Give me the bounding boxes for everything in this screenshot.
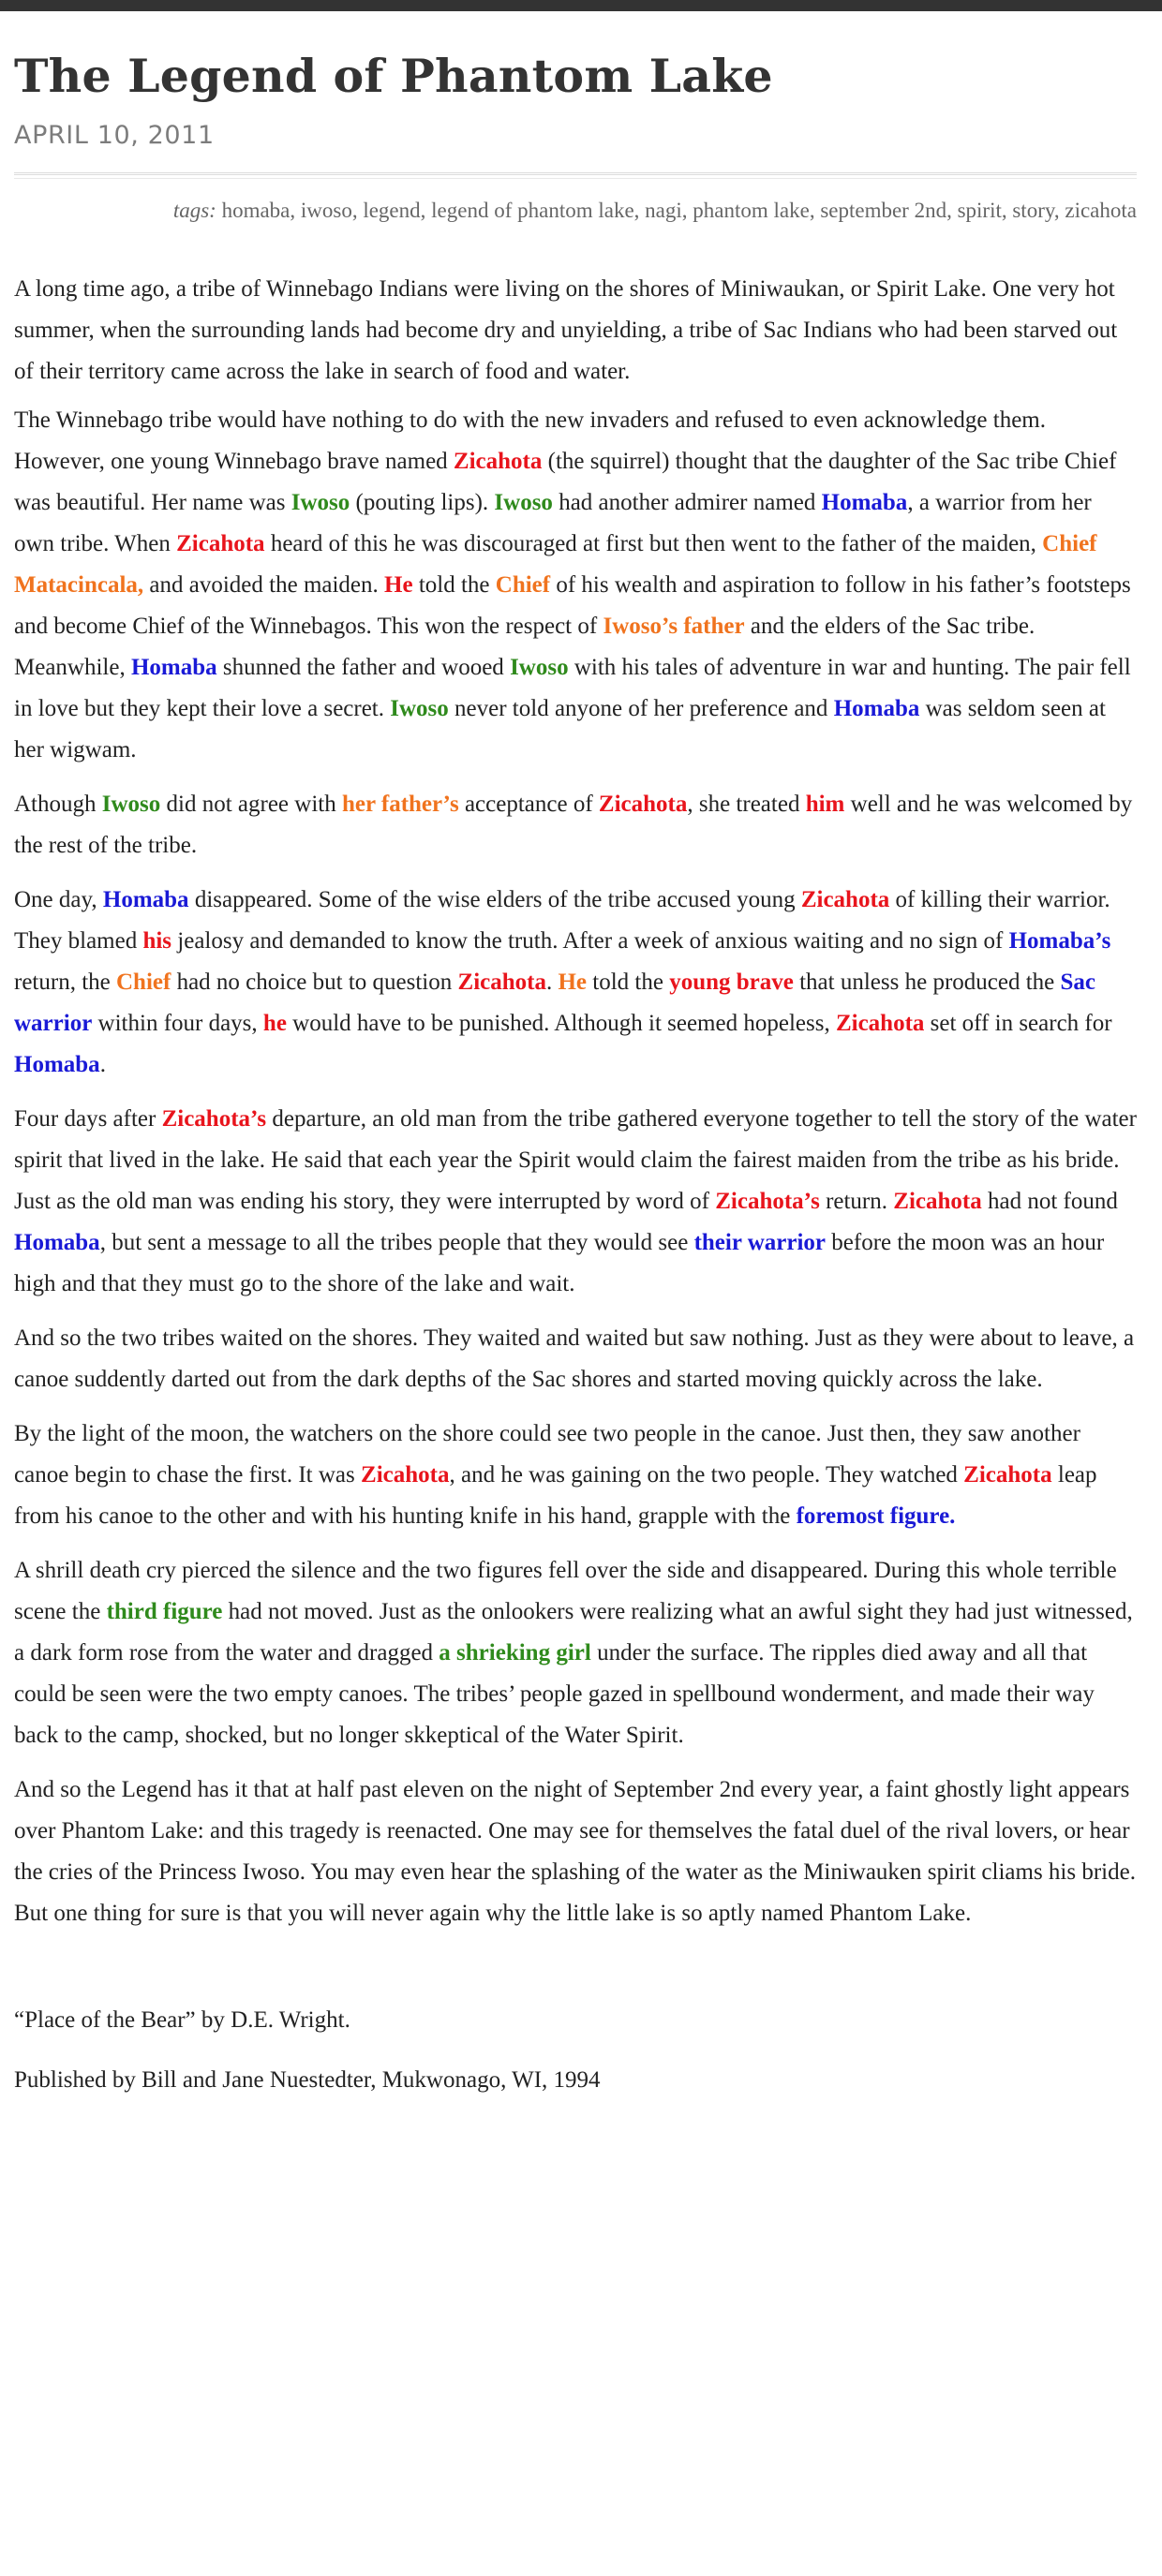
story-text: departure, an old man from the tribe gathered everyone together to tell the story of the water spirit that lived in the lake. He said that each year the Spirit would claim the fairest maiden from the tribe as his bride. Just as the old man was ending his story, they were interrupted by word of bbox=[14, 1105, 1137, 1214]
story-text: never told anyone of her preference and bbox=[448, 695, 834, 721]
post-body bbox=[14, 269, 1137, 1934]
story-text: acceptance of bbox=[458, 791, 599, 817]
story-text: did not agree with bbox=[160, 791, 342, 817]
story-text: disappeared. Some of the wise elders of the tribe accused young bbox=[188, 886, 801, 912]
story-text: well and he was welcomed by the rest of the tribe. bbox=[14, 791, 1133, 858]
header-divider bbox=[14, 172, 1137, 179]
story-text: , but sent a message to all the tribes people that they would see bbox=[99, 1229, 694, 1255]
tags-label: tags: bbox=[172, 198, 216, 222]
highlighted-name: He bbox=[384, 571, 413, 598]
story-text: under the surface. The ripples died away and all that could be seen were the two empty canoes. The tribes’ people gazed in spellbound wonderment, and made their way back to the camp, shocked, but no longer skkeptical of the Water Spirit. bbox=[14, 1639, 1095, 1748]
highlighted-name: him bbox=[805, 791, 845, 817]
tag-list bbox=[14, 190, 1137, 231]
highlighted-name: foremost figure. bbox=[796, 1503, 956, 1529]
highlighted-name: Iwoso bbox=[494, 489, 553, 515]
highlighted-name: he bbox=[262, 1010, 287, 1036]
publisher-line: Published by Bill and Jane Nuestedter, Mukwonago, WI, 1994 bbox=[14, 2066, 601, 2093]
story-text: set off in search for bbox=[924, 1010, 1112, 1036]
story-text: told the bbox=[412, 571, 496, 598]
story-text: A shrill death cry pierced the silence and the two figures fell over the side and disappeared. During this whole terrible scene the bbox=[14, 1557, 1117, 1624]
highlighted-name: a shrieking girl bbox=[439, 1639, 591, 1666]
story-text: return, the bbox=[14, 969, 116, 995]
story-text: that unless he produced the bbox=[793, 969, 1061, 995]
highlighted-name: young brave bbox=[669, 969, 794, 995]
post-container bbox=[0, 49, 1162, 2101]
tag-link[interactable]: homaba bbox=[221, 198, 290, 222]
tag-link[interactable]: spirit bbox=[957, 198, 1002, 222]
highlighted-name: Iwoso’s father bbox=[603, 613, 745, 639]
highlighted-name: Homaba bbox=[14, 1229, 100, 1255]
story-text: And so the two tribes waited on the shores. They waited and waited but saw nothing. Just as they were about to leave, a canoe suddently darted out from the dark depths of the Sac shores and started moving quickly across the lake. bbox=[14, 1325, 1135, 1392]
story-text: By the light of the moon, the watchers on the shore could see two people in the canoe. Just then, they saw another canoe begin to chase the first. It was bbox=[14, 1420, 1080, 1488]
source-line: “Place of the Bear” by D.E. Wright. bbox=[14, 2006, 350, 2033]
story-text: And so the Legend has it that at half past eleven on the night of September 2nd every year, a faint ghostly light appears over Phantom Lake: and this tragedy is reenacted. One may see for themselves the fatal duel of the rival lovers, or hear the cries of the Princess Iwoso. You may even hear the splashing of the water as the Miniwauken spirit cliams his bride. But one thing for sure is that you will never again why the little lake is so aptly named Phantom Lake. bbox=[14, 1776, 1136, 1926]
story-text: would have to be punished. Although it seemed hopeless, bbox=[286, 1010, 836, 1036]
top-border-bar bbox=[0, 0, 1162, 11]
source-citation bbox=[14, 2000, 1137, 2101]
highlighted-name: Chief bbox=[115, 969, 171, 995]
highlighted-name: Iwoso bbox=[290, 489, 350, 515]
highlighted-name: Iwoso bbox=[101, 791, 161, 817]
story-text: shunned the father and wooed bbox=[216, 654, 511, 680]
story-text: told the bbox=[587, 969, 670, 995]
story-text: Athough bbox=[14, 791, 102, 817]
highlighted-name: Zicahota’s bbox=[161, 1105, 267, 1132]
story-paragraph-6 bbox=[14, 1318, 1137, 1400]
highlighted-name: Iwoso bbox=[390, 695, 449, 721]
highlighted-name: her father’s bbox=[341, 791, 459, 817]
story-text: within four days, bbox=[92, 1010, 263, 1036]
story-paragraph-1 bbox=[14, 269, 1137, 392]
story-text: had another admirer named bbox=[552, 489, 822, 515]
tag-link[interactable]: legend bbox=[363, 198, 421, 222]
tag-link[interactable]: zicahota bbox=[1065, 198, 1137, 222]
highlighted-name: Zicahota bbox=[835, 1010, 925, 1036]
highlighted-name: He bbox=[558, 969, 588, 995]
story-paragraph-4 bbox=[14, 880, 1137, 1086]
highlighted-name: their warrior bbox=[693, 1229, 827, 1255]
tag-link[interactable]: iwoso bbox=[300, 198, 352, 222]
highlighted-name: Homaba bbox=[833, 695, 920, 721]
story-text: The Winnebago tribe would have nothing to do with the new invaders and refused to even acknowledge them. However, one young Winnebago brave named bbox=[14, 407, 1047, 474]
post-title: The Legend of Phantom Lake bbox=[14, 49, 773, 103]
highlighted-name: Sac warrior bbox=[14, 969, 1096, 1036]
story-text: (pouting lips). bbox=[350, 489, 495, 515]
story-paragraph-2 bbox=[14, 400, 1137, 771]
highlighted-name: Homaba bbox=[102, 886, 189, 912]
tag-link[interactable]: september 2nd bbox=[820, 198, 947, 222]
story-text: jealosy and demanded to know the truth. After a week of anxious waiting and no sign of bbox=[171, 927, 1009, 954]
highlighted-name: Zicahota bbox=[176, 530, 265, 556]
story-text: heard of this he was discouraged at first but then went to the father of the maiden, bbox=[264, 530, 1043, 556]
tag-link[interactable]: legend of phantom lake bbox=[431, 198, 634, 222]
highlighted-name: Chief bbox=[495, 571, 551, 598]
highlighted-name: Homaba bbox=[130, 654, 217, 680]
story-text: . bbox=[99, 1051, 106, 1077]
highlighted-name: Homaba bbox=[821, 489, 908, 515]
story-text: before the moon was an hour high and that they must go to the shore of the lake and wait. bbox=[14, 1229, 1105, 1296]
highlighted-name: Chief Matacincala, bbox=[14, 530, 1097, 598]
story-paragraph-5 bbox=[14, 1099, 1137, 1305]
story-text: had not found bbox=[981, 1188, 1118, 1214]
highlighted-name: Zicahota bbox=[800, 886, 890, 912]
story-paragraph-9 bbox=[14, 1769, 1137, 1934]
story-text: had no choice but to question bbox=[171, 969, 458, 995]
story-text: , a warrior from her own tribe. When bbox=[14, 489, 1092, 556]
post-date: APRIL 10, 2011 bbox=[14, 120, 215, 150]
story-text: One day, bbox=[14, 886, 103, 912]
story-text: and the elders of the Sac tribe. Meanwhile, bbox=[14, 613, 1035, 680]
highlighted-name: third figure bbox=[106, 1598, 223, 1624]
highlighted-name: his bbox=[142, 927, 172, 954]
story-text: (the squirrel) thought that the daughter of the Sac tribe Chief was beautiful. Her name was bbox=[14, 448, 1117, 515]
highlighted-name: Homaba bbox=[14, 1051, 100, 1077]
tag-link[interactable]: story bbox=[1012, 198, 1054, 222]
story-text: of killing their warrior. They blamed bbox=[14, 886, 1110, 954]
tag-link[interactable]: phantom lake bbox=[693, 198, 810, 222]
story-text: Four days after bbox=[14, 1105, 162, 1132]
story-text: of his wealth and aspiration to follow in his father’s footsteps and become Chief of the Winnebagos. This won the respect of bbox=[14, 571, 1131, 639]
story-paragraph-3 bbox=[14, 784, 1137, 866]
highlighted-name: Iwoso bbox=[510, 654, 569, 680]
highlighted-name: Homaba’s bbox=[1008, 927, 1111, 954]
tag-link[interactable]: nagi bbox=[645, 198, 682, 222]
story-paragraph-8 bbox=[14, 1550, 1137, 1756]
story-text: , she treated bbox=[687, 791, 806, 817]
highlighted-name: Zicahota bbox=[963, 1461, 1052, 1488]
story-text: , and he was gaining on the two people. They watched bbox=[449, 1461, 964, 1488]
story-text: with his tales of adventure in war and hunting. The pair fell in love but they kept their love a secret. bbox=[14, 654, 1131, 721]
story-text: A long time ago, a tribe of Winnebago Indians were living on the shores of Miniwaukan, or Spirit Lake. One very hot summer, when the surrounding lands had become dry and unyielding, a tribe of Sac Indians who had been starved out of their territory came across the lake in search of food and water. bbox=[14, 275, 1118, 384]
story-text: had not moved. Just as the onlookers were realizing what an awful sight they had just witnessed, a dark form rose from the water and dragged bbox=[14, 1598, 1133, 1666]
story-text: was seldom seen at her wigwam. bbox=[14, 695, 1106, 762]
story-text: and avoided the maiden. bbox=[143, 571, 385, 598]
story-paragraph-7 bbox=[14, 1414, 1137, 1537]
highlighted-name: Zicahota’s bbox=[715, 1188, 820, 1214]
story-text: . bbox=[545, 969, 559, 995]
tag-links: homaba, iwoso, legend, legend of phantom lake, nagi, phantom lake, september 2nd, spirit, story, zicahota bbox=[221, 198, 1137, 222]
highlighted-name: Zicahota bbox=[361, 1461, 450, 1488]
highlighted-name: Zicahota bbox=[453, 448, 543, 474]
story-text: return. bbox=[819, 1188, 894, 1214]
highlighted-name: Zicahota bbox=[893, 1188, 982, 1214]
story-text: leap from his canoe to the other and with his hunting knife in his hand, grapple with the bbox=[14, 1461, 1097, 1529]
highlighted-name: Zicahota bbox=[598, 791, 688, 817]
highlighted-name: Zicahota bbox=[457, 969, 546, 995]
